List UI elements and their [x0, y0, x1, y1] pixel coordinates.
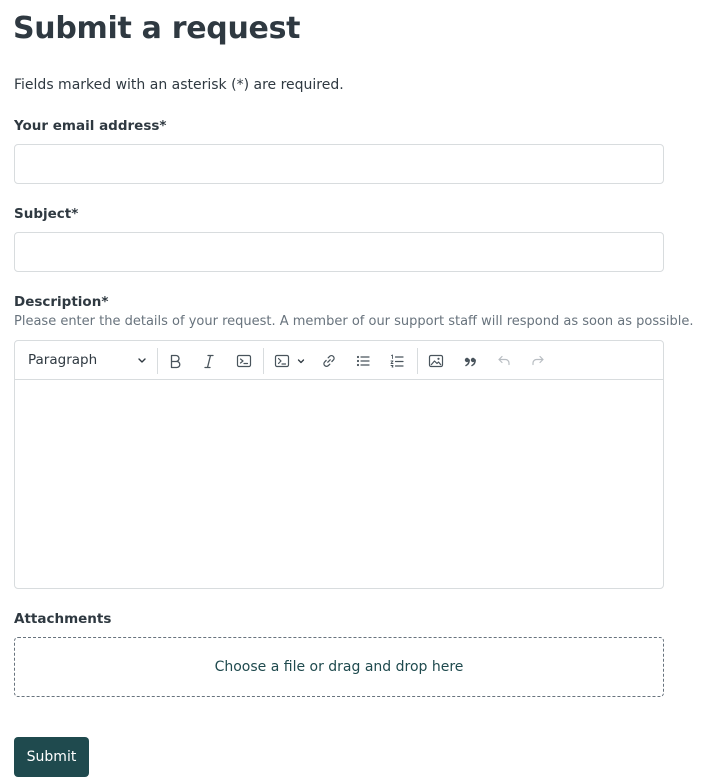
attachments-label: Attachments [14, 611, 112, 627]
email-label: Your email address* [14, 118, 167, 134]
bulleted-list-button[interactable] [352, 350, 374, 372]
attachments-dropzone[interactable] [14, 637, 664, 697]
redo-icon [530, 353, 546, 369]
numbered-list-icon [389, 353, 405, 369]
redo-button[interactable] [527, 350, 549, 372]
code-block-button[interactable] [271, 350, 293, 372]
image-icon [428, 353, 444, 369]
code-icon [236, 353, 252, 369]
toolbar-divider [417, 348, 418, 374]
dropzone-text: Choose a file or drag and drop here [214, 659, 464, 675]
blockquote-icon [462, 353, 478, 369]
link-icon [321, 353, 337, 369]
description-editor [14, 340, 664, 589]
blockquote-button[interactable] [459, 350, 481, 372]
chevron-down-icon [296, 353, 306, 369]
chevron-down-icon [136, 352, 148, 368]
email-field[interactable] [14, 144, 664, 184]
bold-icon [167, 353, 183, 369]
subject-label: Subject* [14, 206, 79, 222]
description-label: Description* [14, 294, 109, 310]
undo-icon [496, 353, 512, 369]
code-button[interactable] [233, 350, 255, 372]
subject-field[interactable] [14, 232, 664, 272]
editor-toolbar [15, 341, 663, 380]
toolbar-divider [263, 348, 264, 374]
toolbar-divider [157, 348, 158, 374]
page-title: Submit a request [13, 11, 301, 46]
description-text-area[interactable] [15, 380, 663, 588]
italic-button[interactable] [198, 350, 220, 372]
numbered-list-button[interactable] [386, 350, 408, 372]
paragraph-style-value: Paragraph [28, 352, 98, 368]
required-fields-note: Fields marked with an asterisk (*) are required. [14, 77, 344, 93]
code-block-language-dropdown[interactable] [294, 350, 308, 372]
undo-button[interactable] [493, 350, 515, 372]
description-hint: Please enter the details of your request. A member of our support staff will respond as soon as possible. [14, 314, 694, 329]
image-button[interactable] [425, 350, 447, 372]
submit-button[interactable]: Submit [14, 737, 89, 777]
italic-icon [201, 353, 217, 369]
bold-button[interactable] [164, 350, 186, 372]
link-button[interactable] [318, 350, 340, 372]
code-block-icon [274, 353, 290, 369]
bulleted-list-icon [355, 353, 371, 369]
